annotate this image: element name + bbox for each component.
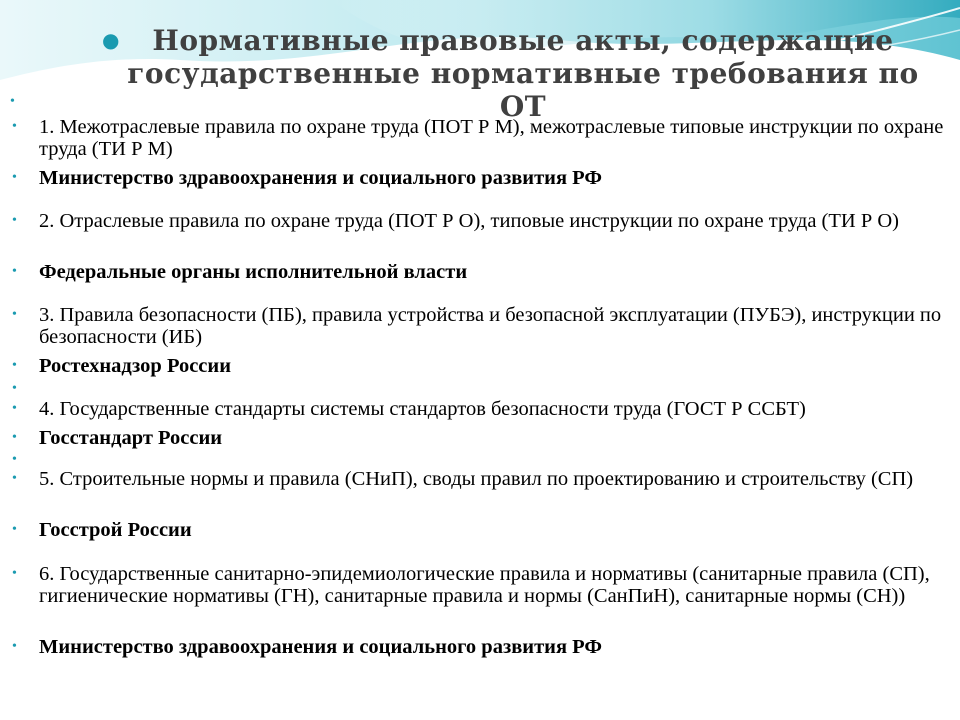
bullet-dot-icon: • [12, 639, 17, 654]
list-item-text: Федеральные органы исполнительной власти [39, 261, 468, 283]
bullet-dot-icon: • [12, 401, 17, 416]
list-item-text: 4. Государственные стандарты системы стандартов безопасности труда (ГОСТ Р ССБТ) [39, 398, 806, 420]
regulation-item [12, 116, 952, 160]
regulation-item [12, 398, 952, 420]
bullet-dot-icon: • [12, 430, 17, 445]
authority-item [12, 167, 952, 189]
list-item-text: Министерство здравоохранения и социального развития РФ [39, 636, 602, 658]
authority-item [12, 355, 952, 377]
title-line-2: государственные нормативные требования по ОТ [127, 57, 919, 123]
authority-item [12, 427, 952, 449]
title-line-1: Нормативные правовые акты, содержащие [152, 24, 894, 57]
bullet-dot-icon: ● [102, 28, 120, 52]
bullet-dot-icon: • [12, 522, 17, 537]
list-item-text: 3. Правила безопасности (ПБ), правила устройства и безопасной эксплуатации (ПУБЭ), инструкции по безопасности (ИБ) [39, 304, 942, 348]
regulation-item [12, 378, 952, 400]
regulation-item [12, 210, 952, 232]
slide-title [102, 24, 938, 123]
bullet-dot-icon: • [12, 170, 17, 185]
authority-item [12, 636, 952, 658]
list-item-text: Госстрой России [39, 519, 192, 541]
bullet-dot-icon: • [12, 358, 17, 373]
bullet-dot-icon: • [10, 94, 15, 109]
bullet-dot-icon: • [12, 452, 17, 467]
list-item-text: 6. Государственные санитарно-эпидемиологические правила и нормативы (санитарные правила (СП), гигиенические нормативы (ГН), санитарные правила и нормы (СанПиН), санитарные нормы (СН)) [39, 563, 930, 607]
list-item-text: 5. Строительные нормы и правила (СНиП), своды правил по проектированию и строительству (СП) [39, 468, 914, 490]
bullet-dot-icon: • [12, 307, 17, 322]
authority-item [12, 261, 952, 283]
authority-item [12, 519, 952, 541]
regulation-item [12, 563, 952, 607]
regulation-item [12, 304, 952, 348]
bullet-dot-icon: • [12, 213, 17, 228]
list-item-text: Ростехнадзор России [39, 355, 232, 377]
regulation-item [12, 468, 952, 490]
bullet-dot-icon: • [12, 119, 17, 134]
list-item-text: Министерство здравоохранения и социального развития РФ [39, 167, 602, 189]
bullet-dot-icon: • [12, 566, 17, 581]
list-item-text: 2. Отраслевые правила по охране труда (ПОТ Р О), типовые инструкции по охране труда (ТИ Р О) [39, 210, 899, 232]
bullet-dot-icon: • [12, 264, 17, 279]
list-item-text: Госстандарт России [39, 427, 223, 449]
list-item-text [39, 378, 952, 400]
bullet-dot-icon: • [12, 381, 17, 396]
bullet-dot-icon: • [12, 471, 17, 486]
list-item-text: 1. Межотраслевые правила по охране труда (ПОТ Р М), межотраслевые типовые инструкции по охране труда (ТИ Р М) [39, 116, 944, 160]
